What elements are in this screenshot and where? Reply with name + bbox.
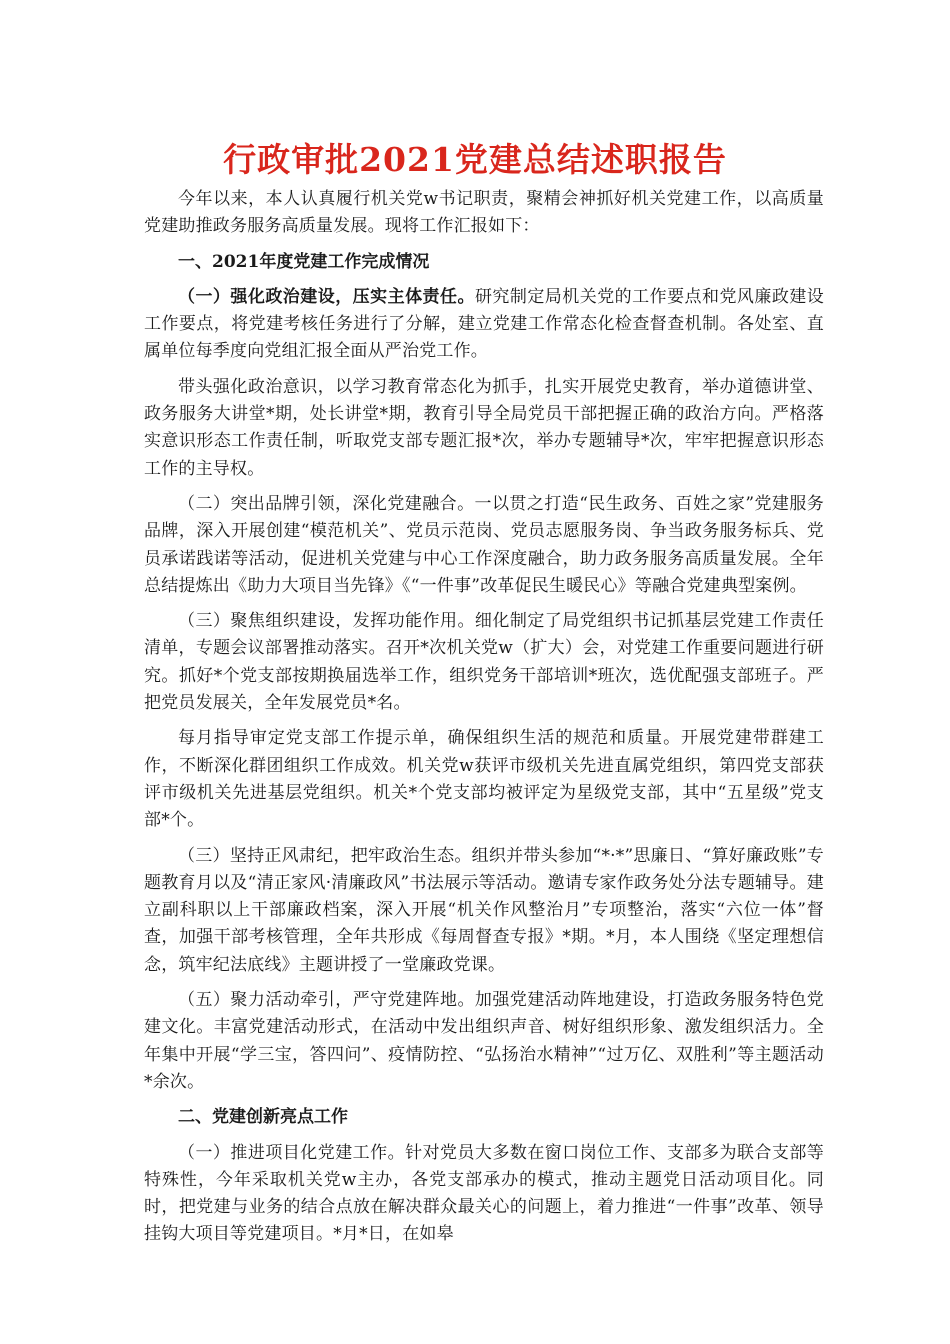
paragraph-political-building [144,284,824,366]
paragraph-project-party-building: （一）推进项目化党建工作。针对党员大多数在窗口岗位工作、支部多为联合支部等特殊性，今年采取机关党w主办，各党支部承办的模式，推动主题党日活动项目化。同时，把党建与业务的结合点放在解决群众最关心的问题上，着力推进“一件事”改革、领导挂钩大项目等党建项目。*月*日，在如皋 [144,1142,824,1245]
paragraph-political-awareness: 带头强化政治意识，以学习教育常态化为抓手，扎实开展党史教育，举办道德讲堂、政务服务大讲堂*期，处长讲堂*期，教育引导全局党员干部把握正确的政治方向。严格落实意识形态工作责任制，听取党支部专题汇报*次，举办专题辅导*次，牢牢把握意识形态工作的主导权。 [144,376,824,479]
paragraph-discipline: （三）坚持正风肃纪，把牢政治生态。组织并带头参加“*·*”思廉日、“算好廉政账”专题教育月以及“清正家风·清廉政风”书法展示等活动。邀请专家作政务处分法专题辅导。建立副科职以上干部廉政档案，深入开展“机关作风整治月”专项整治，落实“六位一体”督查，加强干部考核管理，全年共形成《每周督查专报》*期。*月，本人围绕《坚定理想信念，筑牢纪法底线》主题讲授了一堂廉政党课。 [144,845,824,975]
section-heading-1: 一、2021年度党建工作完成情况 [178,251,430,272]
document-body [144,186,824,1257]
paragraph-monthly-guidance: 每月指导审定党支部工作提示单，确保组织生活的规范和质量。开展党建带群建工作，不断深化群团组织工作成效。机关党w获评市级机关先进直属党组织，第四党支部获评市级机关先进基层党组织。机关*个党支部均被评定为星级党支部，其中“五星级”党支部*个。 [144,728,824,831]
intro-paragraph: 今年以来，本人认真履行机关党w书记职责，聚精会神抓好机关党建工作，以高质量党建助推政务服务高质量发展。现将工作汇报如下： [144,189,824,237]
paragraph-organization-building: （三）聚焦组织建设，发挥功能作用。细化制定了局党组织书记抓基层党建工作责任清单，专题会议部署推动落实。召开*次机关党w（扩大）会，对党建工作重要问题进行研究。抓好*个党支部按期换届选举工作，组织党务干部培训*班次，选优配强支部班子。严把党员发展关，全年发展党员*名。 [144,611,824,714]
paragraph-brand-leading: （二）突出品牌引领，深化党建融合。一以贯之打造“民生政务、百姓之家”党建服务品牌，深入开展创建“模范机关”、党员示范岗、党员志愿服务岗、争当政务服务标兵、党员承诺践诺等活动，促进机关党建与中心工作深度融合，助力政务服务高质量发展。全年总结提炼出《助力大项目当先锋》《“一件事”改革促民生暖民心》等融合党建典型案例。 [144,493,824,596]
paragraph-lead: （一）强化政治建设，压实主体责任。 [178,286,475,307]
paragraph-activities: （五）聚力活动牵引，严守党建阵地。加强党建活动阵地建设，打造政务服务特色党建文化。丰富党建活动形式，在活动中发出组织声音、树好组织形象、激发组织活力。全年集中开展“学三宝，答四问”、疫情防控、“弘扬治水精神”“过万亿、双胜利”等主题活动*余次。 [144,990,824,1092]
section-heading-2: 二、党建创新亮点工作 [178,1107,348,1128]
paragraph-text: 研究制定局机关党的工作要点和党风廉政建设工作要点，将党建考核任务进行了分解，建立党建工作常态化检查督查机制。各处室、直属单位每季度向党组汇报全面从严治党工作。 [144,286,825,362]
document-title: 行政审批2021党建总结述职报告 [223,140,727,179]
